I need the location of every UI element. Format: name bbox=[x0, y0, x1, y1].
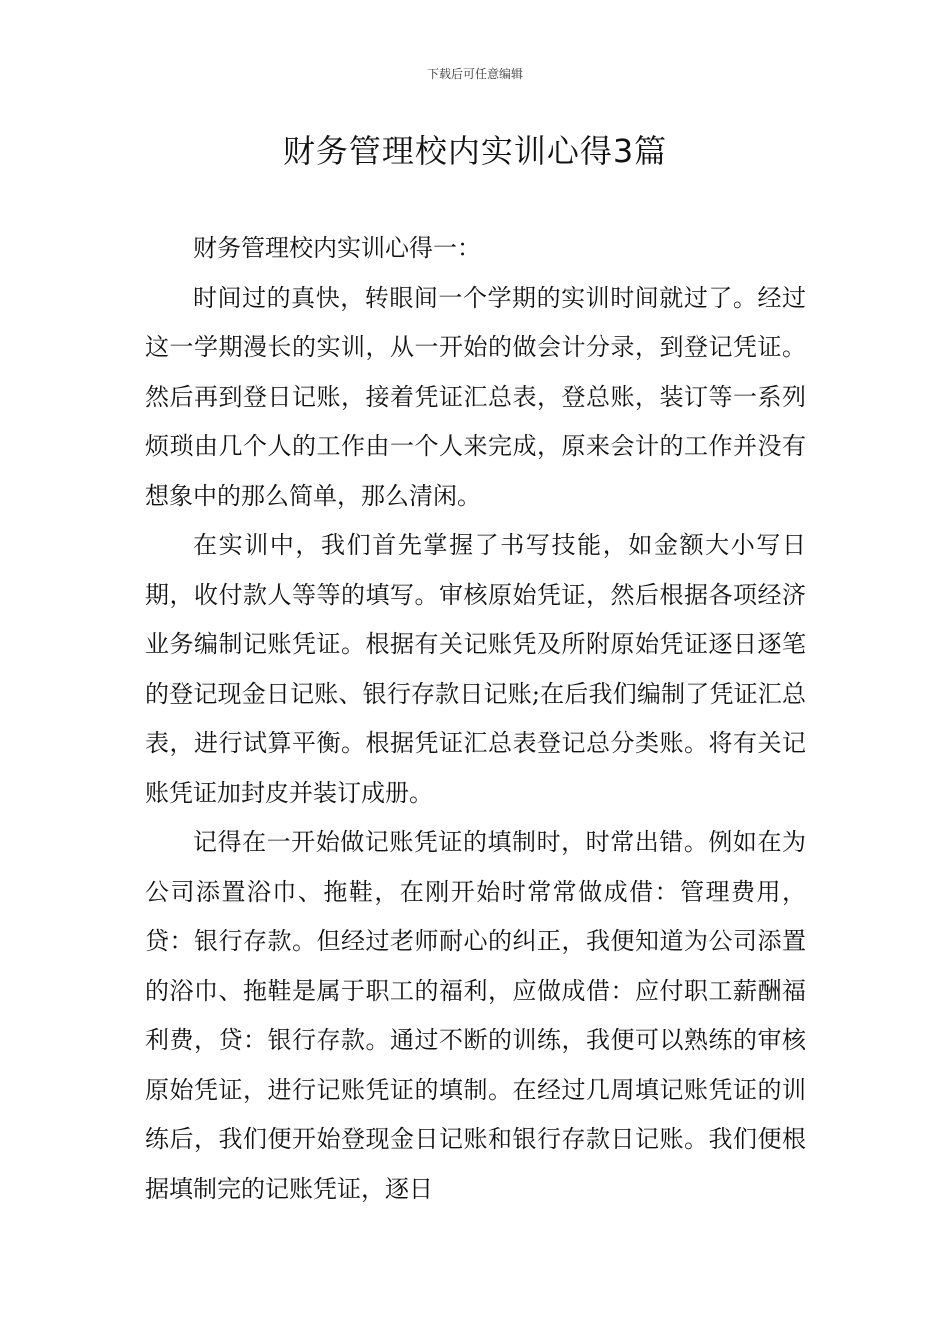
document-title: 财务管理校内实训心得3篇 bbox=[282, 132, 668, 170]
paragraph: 记得在一开始做记账凭证的填制时，时常出错。例如在为公司添置浴巾、拖鞋，在刚开始时常常做成借：管理费用，贷：银行存款。但经过老师耐心的纠正，我便知道为公司添置的浴巾、拖鞋是属于职工的福利，应做成借：应付职工薪酬福利费，贷：银行存款。通过不断的训练，我便可以熟练的审核原始凭证，进行记账凭证的填制。在经过几周填记账凭证的训练后，我们便开始登现金日记账和银行存款日记账。我们便根据填制完的记账凭证，逐日 bbox=[145, 828, 806, 1203]
paragraph: 在实训中，我们首先掌握了书写技能，如金额大小写日期，收付款人等等的填写。审核原始凭证，然后根据各项经济业务编制记账凭证。根据有关记账凭及所附原始凭证逐日逐笔的登记现金日记账、银行存款日记账;在后我们编制了凭证汇总表，进行试算平衡。根据凭证汇总表登记总分类账。将有关记账凭证加封皮并装订成册。 bbox=[145, 531, 806, 807]
header-note: 下载后可任意编辑 bbox=[426, 67, 523, 81]
paragraph: 时间过的真快，转眼间一个学期的实训时间就过了。经过这一学期漫长的实训，从一开始的做会计分录，到登记凭证。然后再到登日记账，接着凭证汇总表，登总账，装订等一系列烦琐由几个人的工作由一个人来完成，原来会计的工作并没有想象中的那么简单，那么清闲。 bbox=[145, 283, 806, 510]
section-heading: 财务管理校内实训心得一： bbox=[193, 234, 481, 262]
document-body bbox=[145, 224, 806, 1214]
